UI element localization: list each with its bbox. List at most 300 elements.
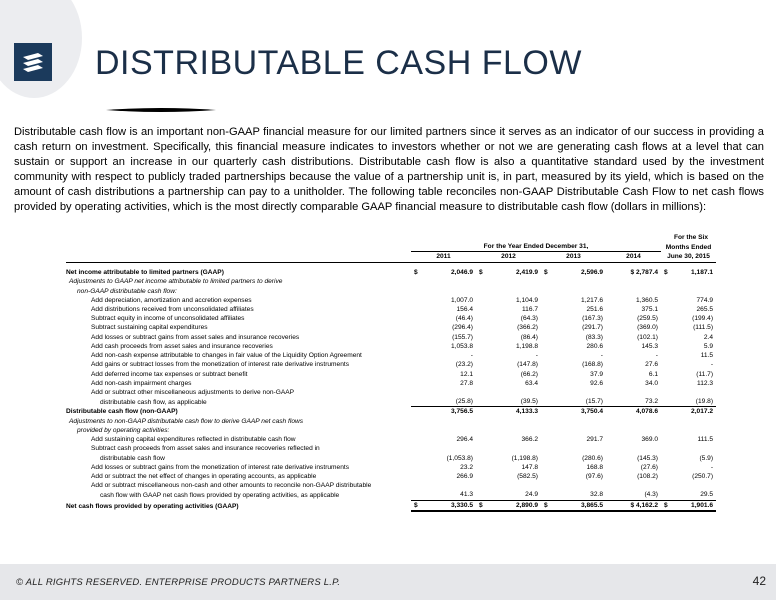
table-row [66, 454, 716, 463]
currency-symbol [411, 444, 421, 453]
cell-value [421, 287, 476, 296]
cell-value: 2,017.2 [691, 408, 714, 416]
currency-symbol [411, 463, 421, 472]
cell-value: (168.8) [582, 361, 603, 369]
currency-symbol [476, 481, 486, 490]
currency-symbol [476, 472, 486, 481]
row-label: Subtract sustaining capital expenditures [91, 324, 208, 332]
currency-symbol [661, 426, 671, 435]
currency-symbol [411, 323, 421, 332]
cell-value [606, 417, 661, 426]
six-months-header: June 30, 2015 [661, 252, 716, 262]
currency-symbol [661, 388, 671, 397]
currency-symbol [541, 287, 551, 296]
currency-symbol [476, 296, 486, 305]
cell-value: (147.8) [517, 361, 538, 369]
cell-value: 369.0 [641, 436, 658, 444]
cell-value: (296.4) [452, 324, 473, 332]
currency-symbol [541, 360, 551, 369]
cell-value: 63.4 [525, 379, 538, 387]
cell-value: (23.2) [455, 361, 473, 369]
title-underline [106, 106, 216, 114]
currency-symbol [661, 472, 671, 481]
table-row [66, 481, 716, 490]
table-row [66, 296, 716, 305]
cell-value: - [600, 352, 603, 360]
currency-symbol [541, 407, 551, 417]
cell-value [421, 277, 476, 286]
cell-value: 1,198.8 [516, 342, 538, 350]
enterprise-logo-icon [14, 43, 52, 81]
cell-value: 265.5 [696, 306, 714, 314]
currency-symbol [476, 397, 486, 407]
cell-value: 2,419.9 [516, 269, 538, 277]
cell-value: (259.5) [637, 315, 658, 323]
cell-value [421, 444, 476, 453]
currency-symbol: $ [411, 500, 421, 511]
currency-symbol [476, 360, 486, 369]
currency-symbol [541, 472, 551, 481]
copyright-text: © ALL RIGHTS RESERVED. ENTERPRISE PRODUCTS PARTNERS L.P. [16, 577, 341, 588]
currency-symbol [661, 370, 671, 379]
header-spacer [66, 252, 411, 262]
table-row [66, 407, 716, 417]
currency-symbol [541, 379, 551, 388]
footer-bar [0, 564, 776, 600]
row-label: Add non-cash impairment charges [91, 379, 192, 387]
cell-value [421, 426, 476, 435]
year-header: 2013 [541, 252, 606, 262]
currency-symbol [541, 426, 551, 435]
currency-symbol: $ [476, 500, 486, 511]
currency-symbol [411, 305, 421, 314]
cell-value: (167.3) [582, 315, 603, 323]
cell-value: (5.9) [699, 454, 714, 462]
row-label: Net income attributable to limited partners (GAAP) [66, 269, 224, 277]
cell-value: 2,596.9 [581, 269, 603, 277]
year-header: 2014 [606, 252, 661, 262]
cell-value: - [470, 352, 473, 360]
currency-symbol [541, 397, 551, 407]
table-row [66, 435, 716, 444]
row-label: Add losses or subtract gains from asset sales and insurance recoveries [91, 333, 300, 341]
year-header: 2012 [476, 252, 541, 262]
currency-symbol [541, 435, 551, 444]
currency-symbol [476, 407, 486, 417]
cell-value: $ 2,787.4 [630, 269, 658, 277]
cell-value [671, 417, 716, 426]
currency-symbol [541, 370, 551, 379]
row-label: Add depreciation, amortization and accretion expenses [91, 296, 252, 304]
cell-value: 111.5 [697, 436, 714, 444]
currency-symbol [476, 305, 486, 314]
currency-symbol [411, 472, 421, 481]
row-label: Add or subtract the net effect of changes in operating accounts, as applicable [91, 472, 317, 480]
cell-value: 168.8 [586, 463, 603, 471]
page-title: DISTRIBUTABLE CASH FLOW [95, 44, 582, 82]
cell-value: (15.7) [551, 397, 606, 407]
row-label: distributable cash flow, as applicable [100, 398, 207, 406]
currency-symbol [411, 417, 421, 426]
currency-symbol [661, 435, 671, 444]
cell-value: 251.6 [586, 306, 603, 314]
currency-symbol [661, 351, 671, 360]
cell-value [421, 481, 476, 490]
currency-symbol: $ [414, 269, 418, 277]
cell-value: 2,890.9 [486, 500, 541, 511]
cell-value: (27.6) [640, 463, 658, 471]
cell-value: (102.1) [637, 333, 658, 341]
currency-symbol [661, 407, 671, 417]
cell-value [551, 287, 606, 296]
cell-value [486, 287, 541, 296]
currency-symbol [476, 351, 486, 360]
row-label: Subtract equity in income of unconsolidated affiliates [91, 315, 245, 323]
table-row [66, 388, 716, 397]
table-row [66, 305, 716, 314]
cell-value: 1,360.5 [636, 296, 658, 304]
cell-value: 266.9 [456, 472, 473, 480]
cell-value [551, 417, 606, 426]
currency-symbol: $ [479, 269, 483, 277]
row-label: Adjustments to GAAP net income attributable to limited partners to derive [69, 278, 283, 286]
table-row [66, 444, 716, 453]
cell-value: 366.2 [521, 436, 538, 444]
table-row [66, 463, 716, 472]
row-label: Add non-cash expense attributable to changes in fair value of the Liquidity Option Agreement [91, 352, 362, 360]
cell-value [551, 388, 606, 397]
currency-symbol [661, 417, 671, 426]
cell-value: (291.7) [582, 324, 603, 332]
table-row [66, 379, 716, 388]
cell-value: (46.4) [455, 315, 473, 323]
cell-value: (145.3) [637, 454, 658, 462]
cell-value [421, 388, 476, 397]
table-row [66, 360, 716, 369]
row-label: Add gains or subtract losses from the monetization of interest rate derivative instruments [91, 361, 350, 369]
cell-value: 32.8 [551, 490, 606, 500]
currency-symbol [411, 370, 421, 379]
currency-symbol [661, 379, 671, 388]
row-label: Add losses or subtract gains from the monetization of interest rate derivative instruments [91, 463, 350, 471]
currency-symbol [476, 287, 486, 296]
currency-symbol [411, 296, 421, 305]
page-number: 42 [752, 574, 766, 588]
cell-value: 147.8 [521, 463, 538, 471]
row-label: Add or subtract other miscellaneous adjustments to derive non-GAAP [91, 389, 295, 396]
cell-value: (66.2) [520, 370, 538, 378]
cell-value [551, 426, 606, 435]
cell-value: 375.1 [641, 306, 658, 314]
cell-value [606, 426, 661, 435]
cell-value: (366.2) [517, 324, 538, 332]
currency-symbol [476, 435, 486, 444]
cell-value: 2,046.9 [451, 269, 473, 277]
currency-symbol [661, 454, 671, 463]
table-row [66, 287, 716, 296]
currency-symbol [476, 490, 486, 500]
row-label: Subtract cash proceeds from asset sales and insurance recoveries reflected in [91, 445, 320, 453]
currency-symbol [476, 333, 486, 342]
header-spacer [66, 242, 411, 252]
currency-symbol [541, 454, 551, 463]
period-header: For the Year Ended December 31, [411, 242, 661, 252]
cell-value: 4,133.3 [516, 408, 538, 416]
table-row [66, 370, 716, 379]
row-label: Add cash proceeds from asset sales and insurance recoveries [91, 342, 273, 350]
cell-value [486, 481, 541, 490]
currency-symbol: $ [661, 500, 671, 511]
cell-value: 774.9 [696, 296, 714, 304]
currency-symbol [411, 397, 421, 407]
cell-value [606, 287, 661, 296]
cell-value: 37.9 [590, 370, 603, 378]
currency-symbol [661, 314, 671, 323]
currency-symbol [476, 277, 486, 286]
cell-value: (19.8) [671, 397, 716, 407]
currency-symbol [541, 333, 551, 342]
table-row [66, 351, 716, 360]
currency-symbol [476, 444, 486, 453]
currency-symbol [661, 333, 671, 342]
currency-symbol [411, 454, 421, 463]
currency-symbol: $ [544, 269, 548, 277]
cell-value: 291.7 [586, 436, 603, 444]
currency-symbol [541, 490, 551, 500]
currency-symbol [541, 351, 551, 360]
table-row [66, 472, 716, 481]
cell-value: (582.5) [517, 472, 538, 480]
currency-symbol [411, 407, 421, 417]
table-row [66, 333, 716, 342]
cell-value [486, 388, 541, 397]
cell-value: (25.8) [421, 397, 476, 407]
cell-value: (108.2) [637, 472, 658, 480]
currency-symbol [476, 314, 486, 323]
currency-symbol [661, 287, 671, 296]
currency-symbol: $ [664, 269, 668, 277]
currency-symbol [476, 323, 486, 332]
currency-symbol [476, 370, 486, 379]
cell-value: 2.4 [703, 333, 714, 341]
cell-value: (280.6) [582, 454, 603, 462]
cell-value: - [535, 352, 538, 360]
currency-symbol [661, 296, 671, 305]
table-row [66, 490, 716, 500]
cell-value [671, 481, 716, 490]
cell-value: (86.4) [520, 333, 538, 341]
cell-value: (97.6) [585, 472, 603, 480]
cell-value [551, 444, 606, 453]
currency-symbol [476, 454, 486, 463]
cell-value: 1,901.6 [671, 500, 716, 511]
currency-symbol [411, 379, 421, 388]
currency-symbol [661, 305, 671, 314]
table-row [66, 342, 716, 351]
cell-value: - [710, 463, 714, 471]
year-header: 2011 [411, 252, 476, 262]
currency-symbol [661, 342, 671, 351]
cell-value [551, 277, 606, 286]
cell-value: 92.6 [590, 379, 603, 387]
cell-value: (1,053.8) [446, 454, 473, 462]
cell-value: 3,756.5 [451, 408, 473, 416]
row-label: Net cash flows provided by operating activities (GAAP) [66, 502, 239, 510]
currency-symbol [661, 277, 671, 286]
currency-symbol [411, 388, 421, 397]
cell-value: 4,078.6 [636, 408, 658, 416]
currency-symbol [541, 481, 551, 490]
cell-value: 5.9 [703, 342, 714, 350]
cell-value: (1,198.8) [511, 454, 538, 462]
row-label: provided by operating activities: [77, 426, 170, 434]
cell-value: 1,007.0 [451, 296, 473, 304]
currency-symbol [411, 287, 421, 296]
table-row [66, 277, 716, 286]
currency-symbol [541, 388, 551, 397]
currency-symbol [541, 417, 551, 426]
cell-value [486, 426, 541, 435]
row-label: Add sustaining capital expenditures reflected in distributable cash flow [91, 436, 296, 444]
currency-symbol [476, 417, 486, 426]
currency-symbol [411, 490, 421, 500]
cell-value: - [655, 352, 658, 360]
cell-value [486, 444, 541, 453]
cell-value: (155.7) [452, 333, 473, 341]
currency-symbol [476, 426, 486, 435]
table-row [66, 268, 716, 277]
cell-value: $ 4,162.2 [606, 500, 661, 511]
cell-value [606, 481, 661, 490]
cell-value [671, 388, 716, 397]
cell-value [421, 417, 476, 426]
intro-paragraph: Distributable cash flow is an important non-GAAP financial measure for our limited partners since it serves as an indicator of our success in providing a cash return on investment. Specifically, this financial measure indicates to investors whether or not we are generating cash flows at a level that can sustain or support an increase in our quarterly cash distributions. Distributable cash flow is also a quantitative standard used by the investment community with respect to publicly traded partnerships because the value of a partnership unit is, in part, measured by its yield, which is based on the amount of cash distributions a partnership can pay to a unitholder. The following table reconciles non-GAAP Distributable Cash Flow to net cash flows provided by operating activities, which is the most directly comparable GAAP financial measure to distributable cash flow (dollars in millions): [14, 126, 764, 213]
cell-value: 41.3 [421, 490, 476, 500]
currency-symbol [541, 296, 551, 305]
six-months-header: For the Six [673, 234, 709, 241]
table-row [66, 417, 716, 426]
currency-symbol [411, 351, 421, 360]
cell-value: 3,750.4 [581, 408, 603, 416]
cell-value: 1,217.6 [581, 296, 603, 304]
cell-value [606, 444, 661, 453]
cell-value: 24.9 [486, 490, 541, 500]
table-row [66, 397, 716, 407]
currency-symbol [541, 305, 551, 314]
currency-symbol [661, 397, 671, 407]
cell-value: 156.4 [456, 306, 473, 314]
cell-value: (111.5) [693, 324, 714, 332]
cell-value: 116.7 [521, 306, 538, 314]
cell-value: 29.5 [671, 490, 716, 500]
cell-value [606, 277, 661, 286]
cell-value [671, 277, 716, 286]
currency-symbol [411, 426, 421, 435]
currency-symbol [541, 463, 551, 472]
table-row [66, 500, 716, 511]
cell-value [671, 444, 716, 453]
cell-value: (369.0) [637, 324, 658, 332]
cell-value: (64.3) [520, 315, 538, 323]
cell-value: (199.4) [692, 315, 714, 323]
cell-value: (39.5) [486, 397, 541, 407]
cell-value: 145.3 [641, 342, 658, 350]
currency-symbol [411, 314, 421, 323]
cell-value [606, 388, 661, 397]
row-label: Add or subtract miscellaneous non-cash and other amounts to reconcile non-GAAP distributable [91, 482, 372, 490]
currency-symbol [411, 360, 421, 369]
table-row [66, 323, 716, 332]
currency-symbol: $ [541, 500, 551, 511]
cell-value: 27.6 [645, 361, 658, 369]
cell-value: 296.4 [456, 436, 473, 444]
cell-value: (83.3) [585, 333, 603, 341]
row-label: Distributable cash flow (non-GAAP) [66, 408, 178, 416]
currency-symbol [411, 333, 421, 342]
cell-value: 3,330.5 [421, 500, 476, 511]
cell-value [671, 287, 716, 296]
currency-symbol [541, 444, 551, 453]
cell-value [551, 481, 606, 490]
six-months-header: Months Ended [665, 243, 712, 251]
cell-value: - [710, 361, 714, 369]
row-label: distributable cash flow [100, 454, 165, 462]
currency-symbol [411, 342, 421, 351]
cell-value [671, 426, 716, 435]
currency-symbol [476, 388, 486, 397]
row-label: Add distributions received from unconsolidated affiliates [91, 306, 254, 314]
currency-symbol [661, 481, 671, 490]
cell-value: 34.0 [645, 379, 658, 387]
cell-value [486, 417, 541, 426]
currency-symbol [661, 444, 671, 453]
cell-value: 11.5 [700, 352, 714, 360]
currency-symbol [476, 342, 486, 351]
header-spacer [66, 233, 411, 242]
currency-symbol [411, 481, 421, 490]
cell-value: (4.3) [606, 490, 661, 500]
row-label: Adjustments to non-GAAP distributable cash flow to derive GAAP net cash flows [69, 417, 304, 425]
cell-value: (11.7) [696, 370, 714, 378]
cell-value: 1,187.1 [691, 269, 714, 277]
table-row [66, 314, 716, 323]
cell-value: 3,865.5 [551, 500, 606, 511]
cell-value [486, 277, 541, 286]
cell-value: (250.7) [692, 472, 714, 480]
currency-symbol [476, 463, 486, 472]
cell-value: 280.6 [586, 342, 603, 350]
cell-value: 1,053.8 [451, 342, 473, 350]
currency-symbol [411, 277, 421, 286]
reconciliation-table [66, 233, 716, 512]
cell-value: 1,104.9 [516, 296, 538, 304]
table-row [66, 426, 716, 435]
row-label: Add deferred income tax expenses or subtract benefit [91, 370, 248, 378]
cell-value: 27.8 [460, 379, 473, 387]
row-label: non-GAAP distributable cash flow: [77, 287, 177, 295]
row-label: cash flow with GAAP net cash flows provided by operating activities, as applicable [100, 491, 340, 499]
currency-symbol [661, 360, 671, 369]
currency-symbol [476, 379, 486, 388]
cell-value: 23.2 [460, 463, 473, 471]
currency-symbol [541, 323, 551, 332]
currency-symbol [661, 463, 671, 472]
cell-value: 73.2 [606, 397, 661, 407]
currency-symbol [541, 314, 551, 323]
cell-value: 112.3 [697, 379, 714, 387]
currency-symbol [661, 323, 671, 332]
cell-value: 6.1 [648, 370, 658, 378]
